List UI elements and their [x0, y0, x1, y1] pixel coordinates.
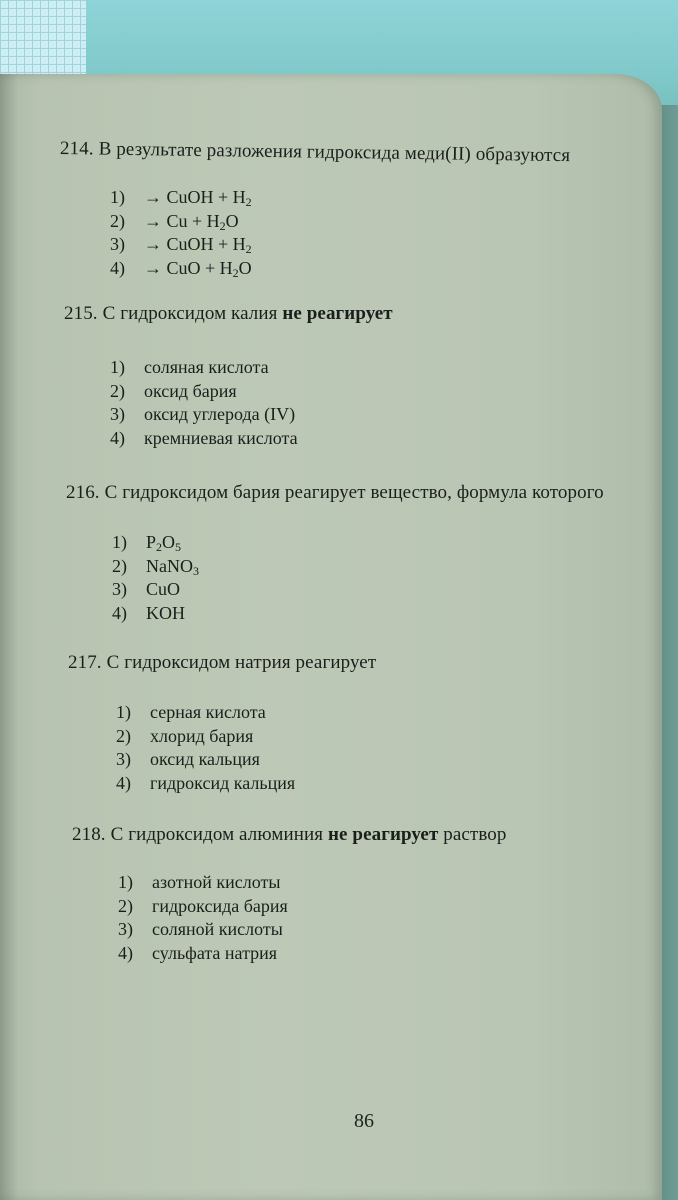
question-214: [60, 138, 570, 167]
answer-list-216: [112, 531, 199, 625]
question-number: 217.: [68, 652, 102, 673]
subscript: 2: [232, 265, 239, 280]
option-number: 1): [112, 532, 127, 552]
option-text: оксид углерода (IV): [144, 404, 296, 424]
option-text: → CuOH + H: [144, 187, 246, 207]
answer-option: [110, 427, 298, 451]
answer-option: [110, 233, 252, 257]
option-number: 4): [110, 257, 125, 278]
option-text: KOH: [146, 602, 185, 623]
answer-option: [118, 895, 288, 919]
answer-option: [110, 210, 252, 234]
answer-option: [110, 356, 298, 380]
option-number: 2): [116, 725, 131, 746]
question-number: 214.: [59, 138, 94, 160]
book-page: [0, 74, 662, 1200]
option-text: серная кислота: [150, 702, 266, 722]
answer-option: [118, 871, 288, 895]
option-text: соляная кислота: [144, 357, 269, 377]
option-number: 2): [110, 380, 125, 401]
answer-option: [116, 701, 295, 725]
subscript: 3: [193, 563, 199, 578]
option-number: 3): [116, 749, 131, 769]
option-number: 4): [116, 772, 131, 793]
answer-option: [110, 186, 252, 210]
option-number: 1): [110, 357, 125, 377]
subscript: 2: [156, 540, 163, 554]
option-number: 2): [110, 210, 125, 231]
question-217: [68, 652, 376, 674]
option-text: хлорид бария: [150, 725, 254, 746]
question-emphasis: не реагирует: [282, 303, 393, 324]
question-218: [72, 824, 506, 846]
answer-option: [118, 918, 288, 942]
answer-option: [116, 772, 295, 796]
answer-option: [112, 555, 199, 579]
answer-option: [110, 380, 298, 404]
question-text: В результате разложения гидроксида меди(II) образуются: [98, 138, 571, 167]
question-text: С гидроксидом калия: [102, 303, 283, 324]
option-text: гидроксида бария: [152, 895, 288, 916]
option-number: 3): [118, 919, 133, 939]
option-text: гидроксид кальция: [150, 772, 296, 793]
answer-option: [118, 942, 288, 966]
question-number: 215.: [64, 303, 98, 324]
option-number: 3): [110, 234, 125, 254]
question-text: С гидроксидом натрия реагирует: [106, 652, 377, 673]
answer-list-217: [116, 701, 295, 795]
answer-option: [110, 257, 252, 281]
answer-list-214: [110, 186, 252, 280]
subscript: 5: [175, 540, 182, 554]
option-number: 4): [112, 602, 127, 623]
question-emphasis: не реагирует: [328, 824, 439, 845]
answer-option: [112, 578, 199, 602]
question-text-tail: раствор: [438, 824, 507, 845]
option-text: P: [146, 532, 157, 552]
option-text-tail: O: [162, 532, 176, 552]
option-text-tail: O: [225, 210, 239, 231]
question-text: С гидроксидом бария реагирует вещество, формула которого: [104, 482, 604, 503]
option-text: соляной кислоты: [152, 919, 283, 939]
answer-option: [116, 725, 295, 749]
subscript: 2: [245, 242, 252, 256]
option-number: 2): [112, 555, 127, 576]
option-number: 1): [116, 702, 131, 722]
binding-shadow: [0, 74, 18, 1200]
option-text: → CuOH + H: [144, 234, 246, 254]
option-number: 4): [110, 427, 125, 448]
option-text: кремниевая кислота: [144, 427, 298, 448]
option-text: CuO: [146, 579, 181, 599]
option-text: NaNO: [146, 555, 193, 576]
option-number: 2): [118, 895, 133, 916]
option-text: сульфата натрия: [152, 942, 278, 963]
option-text: → CuO + H: [144, 257, 233, 278]
option-number: 3): [112, 579, 127, 599]
option-number: 1): [118, 872, 133, 892]
option-text: → Cu + H: [144, 210, 220, 231]
option-number: 4): [118, 942, 133, 963]
option-text: оксид кальция: [150, 749, 260, 769]
answer-list-215: [110, 356, 298, 450]
answer-option: [110, 403, 298, 427]
option-text: азотной кислоты: [152, 872, 281, 892]
answer-list-218: [118, 871, 288, 965]
answer-option: [112, 602, 199, 626]
subscript: 2: [245, 195, 252, 209]
answer-option: [112, 531, 199, 555]
page-number: 86: [354, 1110, 374, 1132]
answer-option: [116, 748, 295, 772]
option-text: оксид бария: [144, 380, 237, 401]
question-number: 218.: [72, 824, 106, 845]
option-number: 3): [110, 404, 125, 424]
question-216: [66, 482, 604, 504]
question-215: [64, 303, 393, 325]
option-text-tail: O: [238, 257, 252, 278]
graph-paper-corner: [0, 0, 86, 78]
option-number: 1): [110, 187, 125, 207]
subscript: 2: [219, 218, 226, 233]
question-number: 216.: [66, 482, 100, 503]
question-text: С гидроксидом алюминия: [110, 824, 328, 845]
